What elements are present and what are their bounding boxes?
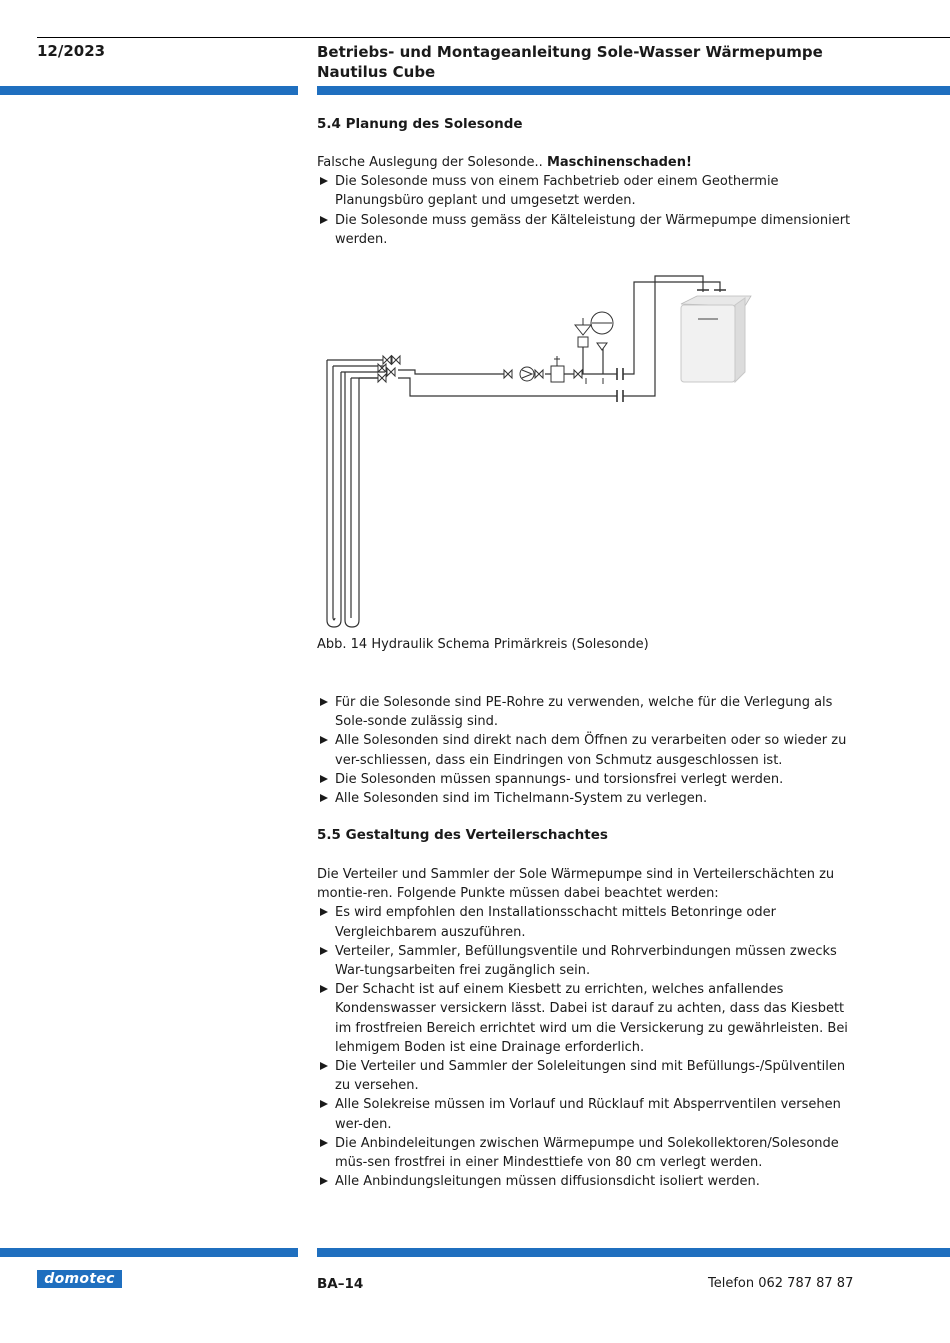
section-heading-5-4: 5.4 Planung des Solesonde	[317, 116, 523, 132]
list-item: Der Schacht ist auf einem Kiesbett zu errichten, welches anfallendes Kondenswasser versickern lässt. Dabei ist darauf zu achten, dass das Kiesbett im frostfreien Bereich errichtet wird um die Versickerung zu gewährleisten. Bei lehmigem Boden ist eine Drainage erforderlich.	[317, 980, 857, 1057]
list-item: Die Solesonde muss gemäss der Kälteleistung der Wärmepumpe dimensioniert werden.	[317, 211, 857, 249]
list-item: Alle Solesonden sind direkt nach dem Öffnen zu verarbeiten oder so wieder zu ver-schliessen, dass ein Eindringen von Schmutz ausgeschlossen ist.	[317, 731, 857, 769]
borehole-loop-2	[345, 372, 359, 627]
section-5-5-body	[317, 865, 857, 1191]
header-date: 12/2023	[37, 42, 106, 60]
header-bar-left	[0, 86, 298, 95]
list-item: Die Solesonde muss von einem Fachbetrieb oder einem Geothermie Planungsbüro geplant und umgesetzt werden.	[317, 172, 857, 210]
section-5-5-intro: Die Verteiler und Sammler der Sole Wärmepumpe sind in Verteilerschächten zu montie-ren. Folgende Punkte müssen dabei beachtet werden:	[317, 867, 835, 902]
expansion-group	[575, 312, 613, 350]
hydraulic-schema-diagram	[310, 268, 770, 628]
section-5-4-body	[317, 153, 857, 249]
section-5-5-bullets	[317, 903, 857, 1191]
list-item: Für die Solesonde sind PE-Rohre zu verwenden, welche für die Verlegung als Sole-sonde zulässig sind.	[317, 693, 857, 731]
list-item: Die Solesonden müssen spannungs- und torsionsfrei verlegt werden.	[317, 770, 857, 789]
pump-group	[504, 356, 603, 384]
safety-valve	[578, 337, 588, 347]
warning-prefix: Falsche Auslegung der Solesonde..	[317, 155, 547, 170]
borehole-inner-1	[333, 366, 335, 620]
document-title-line1: Betriebs- und Montageanleitung Sole-Wasser Wärmepumpe	[317, 43, 823, 61]
list-item: Verteiler, Sammler, Befüllungsventile und Rohrverbindungen müssen zwecks War-tungsarbeiten frei zugänglich sein.	[317, 942, 857, 980]
list-item: Alle Solesonden sind im Tichelmann-System zu verlegen.	[317, 789, 857, 808]
list-item: Alle Anbindungsleitungen müssen diffusionsdicht isoliert werden.	[317, 1172, 857, 1191]
section-5-4-bullets	[317, 172, 857, 249]
footer-bar-right	[317, 1248, 950, 1257]
document-title-line2: Nautilus Cube	[317, 63, 436, 81]
warning-text	[317, 153, 857, 172]
return-line	[398, 378, 617, 396]
list-item: Es wird empfohlen den Installationsschacht mittels Betonringe oder Vergleichbarem auszuführen.	[317, 903, 857, 941]
document-title	[317, 42, 823, 82]
footer-bar-left	[0, 1248, 298, 1257]
domotec-logo: domotec	[37, 1270, 122, 1288]
section-heading-5-5: 5.5 Gestaltung des Verteilerschachtes	[317, 827, 608, 843]
warning-bold: Maschinenschaden!	[546, 155, 692, 170]
footer-phone: Telefon 062 787 87 87	[708, 1276, 854, 1291]
figure-caption: Abb. 14 Hydraulik Schema Primärkreis (Solesonde)	[317, 637, 649, 652]
supply-line	[398, 370, 505, 374]
heat-pump-unit	[681, 296, 751, 382]
header-rule	[37, 37, 950, 38]
figure-notes	[317, 693, 857, 808]
filter	[551, 366, 564, 382]
list-item: Alle Solekreise müssen im Vorlauf und Rücklauf mit Absperrventilen versehen wer-den.	[317, 1095, 857, 1133]
borehole-loop-1	[327, 360, 341, 627]
page-number: BA–14	[317, 1276, 364, 1292]
list-item: Die Anbindeleitungen zwischen Wärmepumpe und Solekollektoren/Solesonde müs-sen frostfrei in einer Mindesttiefe von 80 cm verlegt werden.	[317, 1134, 857, 1172]
diagram-pipes	[327, 276, 720, 627]
header-bar-right	[317, 86, 950, 95]
list-item: Die Verteiler und Sammler der Soleleitungen sind mit Befüllungs-/Spülventilen zu versehen.	[317, 1057, 857, 1095]
figure-notes-bullets	[317, 693, 857, 808]
